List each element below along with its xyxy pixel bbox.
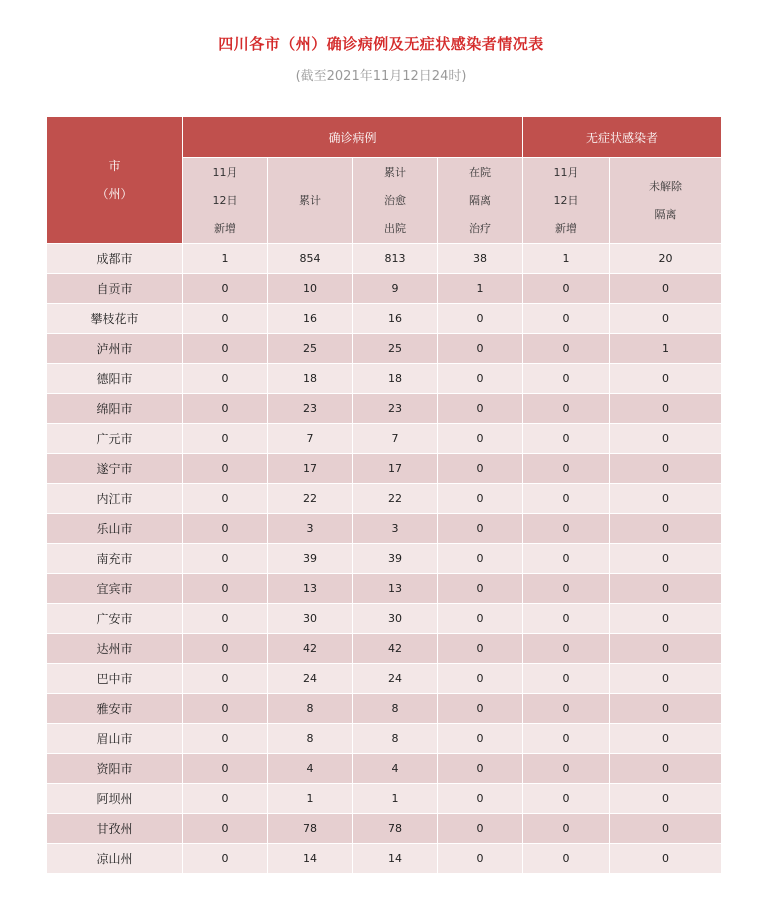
header-line: 治愈 xyxy=(384,193,406,207)
hospitalized-cell: 1 xyxy=(438,274,523,304)
new-asymptomatic-cell: 0 xyxy=(523,544,610,574)
new-confirmed-cell: 0 xyxy=(183,634,268,664)
hospitalized-cell: 0 xyxy=(438,544,523,574)
city-name-cell: 阿坝州 xyxy=(47,784,183,814)
cured-cell: 25 xyxy=(353,334,438,364)
asymptomatic-isolated-cell: 0 xyxy=(610,784,722,814)
cured-cell: 78 xyxy=(353,814,438,844)
new-asymptomatic-cell: 0 xyxy=(523,664,610,694)
total-confirmed-cell: 854 xyxy=(268,244,353,274)
asymptomatic-isolated-cell: 0 xyxy=(610,844,722,874)
table-row xyxy=(47,334,722,364)
new-asymptomatic-cell: 0 xyxy=(523,394,610,424)
new-confirmed-cell: 0 xyxy=(183,304,268,334)
new-asymptomatic-cell: 0 xyxy=(523,484,610,514)
hospitalized-cell: 0 xyxy=(438,814,523,844)
total-confirmed-cell: 25 xyxy=(268,334,353,364)
total-confirmed-cell: 22 xyxy=(268,484,353,514)
new-confirmed-cell: 0 xyxy=(183,364,268,394)
new-confirmed-cell: 0 xyxy=(183,334,268,364)
table-row xyxy=(47,784,722,814)
asymptomatic-isolated-cell: 0 xyxy=(610,514,722,544)
table-row xyxy=(47,634,722,664)
city-name-cell: 泸州市 xyxy=(47,334,183,364)
hospitalized-cell: 0 xyxy=(438,574,523,604)
asymptomatic-isolated-cell: 20 xyxy=(610,244,722,274)
asymptomatic-isolated-cell: 0 xyxy=(610,394,722,424)
new-confirmed-cell: 0 xyxy=(183,814,268,844)
table-row xyxy=(47,574,722,604)
asymptomatic-isolated-cell: 0 xyxy=(610,694,722,724)
city-name-cell: 遂宁市 xyxy=(47,454,183,484)
table-row xyxy=(47,844,722,874)
total-confirmed-cell: 23 xyxy=(268,394,353,424)
new-asymptomatic-cell: 0 xyxy=(523,784,610,814)
table-body xyxy=(47,244,722,874)
asymptomatic-isolated-cell: 0 xyxy=(610,424,722,454)
new-asymptomatic-cell: 0 xyxy=(523,364,610,394)
cured-cell: 24 xyxy=(353,664,438,694)
table-row xyxy=(47,244,722,274)
header-line: 新增 xyxy=(555,221,578,235)
city-name-cell: 眉山市 xyxy=(47,724,183,754)
unreleased-isolation-header xyxy=(610,158,722,244)
new-confirmed-cell: 0 xyxy=(183,514,268,544)
city-name-cell: 宜宾市 xyxy=(47,574,183,604)
new-confirmed-cell: 0 xyxy=(183,604,268,634)
header-line: 未解除 xyxy=(649,179,683,193)
cured-cell: 13 xyxy=(353,574,438,604)
new-confirmed-cell: 0 xyxy=(183,724,268,754)
hospitalized-cell: 0 xyxy=(438,724,523,754)
hospitalized-cell: 0 xyxy=(438,754,523,784)
hospitalized-header xyxy=(438,158,523,244)
cured-cell: 23 xyxy=(353,394,438,424)
asymptomatic-isolated-cell: 0 xyxy=(610,574,722,604)
hospitalized-cell: 0 xyxy=(438,364,523,394)
table-row xyxy=(47,484,722,514)
city-name-cell: 南充市 xyxy=(47,544,183,574)
cured-cell: 42 xyxy=(353,634,438,664)
city-name-cell: 雅安市 xyxy=(47,694,183,724)
header-line: 累计 xyxy=(299,193,321,207)
hospitalized-cell: 0 xyxy=(438,484,523,514)
total-confirmed-cell: 8 xyxy=(268,694,353,724)
total-confirmed-cell: 13 xyxy=(268,574,353,604)
new-confirmed-cell: 0 xyxy=(183,664,268,694)
new-asymptomatic-cell: 1 xyxy=(523,244,610,274)
confirmed-group-header: 确诊病例 xyxy=(183,117,523,158)
header-line: 隔离 xyxy=(469,193,491,207)
city-column-header xyxy=(47,117,183,244)
table-row xyxy=(47,694,722,724)
header-line: 出院 xyxy=(384,221,406,235)
cured-cell: 17 xyxy=(353,454,438,484)
city-name-cell: 成都市 xyxy=(47,244,183,274)
new-asymptomatic-cell: 0 xyxy=(523,424,610,454)
total-confirmed-cell: 78 xyxy=(268,814,353,844)
hospitalized-cell: 0 xyxy=(438,604,523,634)
table-row xyxy=(47,304,722,334)
city-name-cell: 资阳市 xyxy=(47,754,183,784)
new-asymptomatic-cell: 0 xyxy=(523,304,610,334)
cured-cell: 4 xyxy=(353,754,438,784)
new-asymptomatic-cell: 0 xyxy=(523,724,610,754)
hospitalized-cell: 0 xyxy=(438,334,523,364)
asymptomatic-isolated-cell: 1 xyxy=(610,334,722,364)
cured-cell: 30 xyxy=(353,604,438,634)
header-line: 累计 xyxy=(384,165,406,179)
table-row xyxy=(47,454,722,484)
cured-cell: 9 xyxy=(353,274,438,304)
new-asymptomatic-cell: 0 xyxy=(523,694,610,724)
city-name-cell: 广元市 xyxy=(47,424,183,454)
hospitalized-cell: 0 xyxy=(438,664,523,694)
asymptomatic-isolated-cell: 0 xyxy=(610,364,722,394)
new-asymptomatic-cell: 0 xyxy=(523,634,610,664)
hospitalized-cell: 0 xyxy=(438,844,523,874)
city-name-cell: 德阳市 xyxy=(47,364,183,394)
new-confirmed-cell: 0 xyxy=(183,484,268,514)
cured-cell: 3 xyxy=(353,514,438,544)
case-table xyxy=(46,116,722,874)
hospitalized-cell: 0 xyxy=(438,514,523,544)
total-confirmed-cell: 8 xyxy=(268,724,353,754)
new-confirmed-cell: 0 xyxy=(183,844,268,874)
cured-cell: 22 xyxy=(353,484,438,514)
cured-cell: 18 xyxy=(353,364,438,394)
new-confirmed-cell: 0 xyxy=(183,394,268,424)
table-row xyxy=(47,724,722,754)
cured-discharged-header xyxy=(353,158,438,244)
new-confirmed-cell: 0 xyxy=(183,784,268,814)
hospitalized-cell: 0 xyxy=(438,694,523,724)
city-name-cell: 自贡市 xyxy=(47,274,183,304)
city-name-cell: 广安市 xyxy=(47,604,183,634)
header-line: 在院 xyxy=(469,165,491,179)
hospitalized-cell: 0 xyxy=(438,394,523,424)
table-row xyxy=(47,814,722,844)
new-asymptomatic-cell: 0 xyxy=(523,574,610,604)
cured-cell: 7 xyxy=(353,424,438,454)
new-asymptomatic-cell: 0 xyxy=(523,814,610,844)
asymptomatic-isolated-cell: 0 xyxy=(610,664,722,694)
asymptomatic-new-header xyxy=(523,158,610,244)
confirmed-total-header xyxy=(268,158,353,244)
new-confirmed-cell: 0 xyxy=(183,574,268,604)
header-line: 12日 xyxy=(553,193,579,207)
city-name-cell: 乐山市 xyxy=(47,514,183,544)
city-name-cell: 甘孜州 xyxy=(47,814,183,844)
table-row xyxy=(47,274,722,304)
asymptomatic-isolated-cell: 0 xyxy=(610,454,722,484)
hospitalized-cell: 0 xyxy=(438,784,523,814)
total-confirmed-cell: 39 xyxy=(268,544,353,574)
table-row xyxy=(47,364,722,394)
header-line: 新增 xyxy=(214,221,236,235)
asymptomatic-group-header: 无症状感染者 xyxy=(523,117,722,158)
cured-cell: 813 xyxy=(353,244,438,274)
city-name-cell: 凉山州 xyxy=(47,844,183,874)
header-line: 11月 xyxy=(212,165,238,179)
asymptomatic-isolated-cell: 0 xyxy=(610,754,722,784)
total-confirmed-cell: 7 xyxy=(268,424,353,454)
hospitalized-cell: 0 xyxy=(438,304,523,334)
cured-cell: 16 xyxy=(353,304,438,334)
total-confirmed-cell: 10 xyxy=(268,274,353,304)
new-asymptomatic-cell: 0 xyxy=(523,274,610,304)
total-confirmed-cell: 3 xyxy=(268,514,353,544)
cured-cell: 8 xyxy=(353,724,438,754)
asymptomatic-isolated-cell: 0 xyxy=(610,484,722,514)
new-confirmed-cell: 0 xyxy=(183,754,268,784)
total-confirmed-cell: 42 xyxy=(268,634,353,664)
total-confirmed-cell: 14 xyxy=(268,844,353,874)
new-confirmed-cell: 0 xyxy=(183,454,268,484)
new-asymptomatic-cell: 0 xyxy=(523,334,610,364)
asymptomatic-isolated-cell: 0 xyxy=(610,304,722,334)
header-line: 隔离 xyxy=(654,207,677,221)
new-asymptomatic-cell: 0 xyxy=(523,754,610,784)
page-title: 四川各市（州）确诊病例及无症状感染者情况表 xyxy=(218,35,544,53)
new-asymptomatic-cell: 0 xyxy=(523,514,610,544)
table-row xyxy=(47,424,722,454)
cured-cell: 8 xyxy=(353,694,438,724)
new-confirmed-cell: 1 xyxy=(183,244,268,274)
total-confirmed-cell: 1 xyxy=(268,784,353,814)
new-asymptomatic-cell: 0 xyxy=(523,454,610,484)
asymptomatic-isolated-cell: 0 xyxy=(610,604,722,634)
new-confirmed-cell: 0 xyxy=(183,424,268,454)
total-confirmed-cell: 4 xyxy=(268,754,353,784)
new-confirmed-cell: 0 xyxy=(183,544,268,574)
total-confirmed-cell: 18 xyxy=(268,364,353,394)
total-confirmed-cell: 17 xyxy=(268,454,353,484)
confirmed-new-header xyxy=(183,158,268,244)
header-line: 12日 xyxy=(212,193,238,207)
new-confirmed-cell: 0 xyxy=(183,274,268,304)
table-row xyxy=(47,544,722,574)
asymptomatic-isolated-cell: 0 xyxy=(610,274,722,304)
hospitalized-cell: 38 xyxy=(438,244,523,274)
asymptomatic-isolated-cell: 0 xyxy=(610,724,722,754)
table-row xyxy=(47,664,722,694)
city-name-cell: 巴中市 xyxy=(47,664,183,694)
cured-cell: 1 xyxy=(353,784,438,814)
header-line: 11月 xyxy=(553,165,579,179)
table-row xyxy=(47,394,722,424)
asymptomatic-isolated-cell: 0 xyxy=(610,634,722,664)
hospitalized-cell: 0 xyxy=(438,634,523,664)
asymptomatic-isolated-cell: 0 xyxy=(610,814,722,844)
city-name-cell: 攀枝花市 xyxy=(47,304,183,334)
city-header-line-2: （州） xyxy=(96,187,133,201)
table-row xyxy=(47,514,722,544)
table-row xyxy=(47,754,722,784)
city-name-cell: 达州市 xyxy=(47,634,183,664)
new-asymptomatic-cell: 0 xyxy=(523,844,610,874)
cured-cell: 39 xyxy=(353,544,438,574)
city-header-line-1: 市 xyxy=(108,159,121,173)
city-name-cell: 绵阳市 xyxy=(47,394,183,424)
hospitalized-cell: 0 xyxy=(438,454,523,484)
header-line: 治疗 xyxy=(469,221,491,235)
city-name-cell: 内江市 xyxy=(47,484,183,514)
new-asymptomatic-cell: 0 xyxy=(523,604,610,634)
total-confirmed-cell: 16 xyxy=(268,304,353,334)
total-confirmed-cell: 24 xyxy=(268,664,353,694)
new-confirmed-cell: 0 xyxy=(183,694,268,724)
total-confirmed-cell: 30 xyxy=(268,604,353,634)
page-subtitle: (截至2021年11月12日24时) xyxy=(295,69,467,84)
asymptomatic-isolated-cell: 0 xyxy=(610,544,722,574)
hospitalized-cell: 0 xyxy=(438,424,523,454)
cured-cell: 14 xyxy=(353,844,438,874)
table-row xyxy=(47,604,722,634)
